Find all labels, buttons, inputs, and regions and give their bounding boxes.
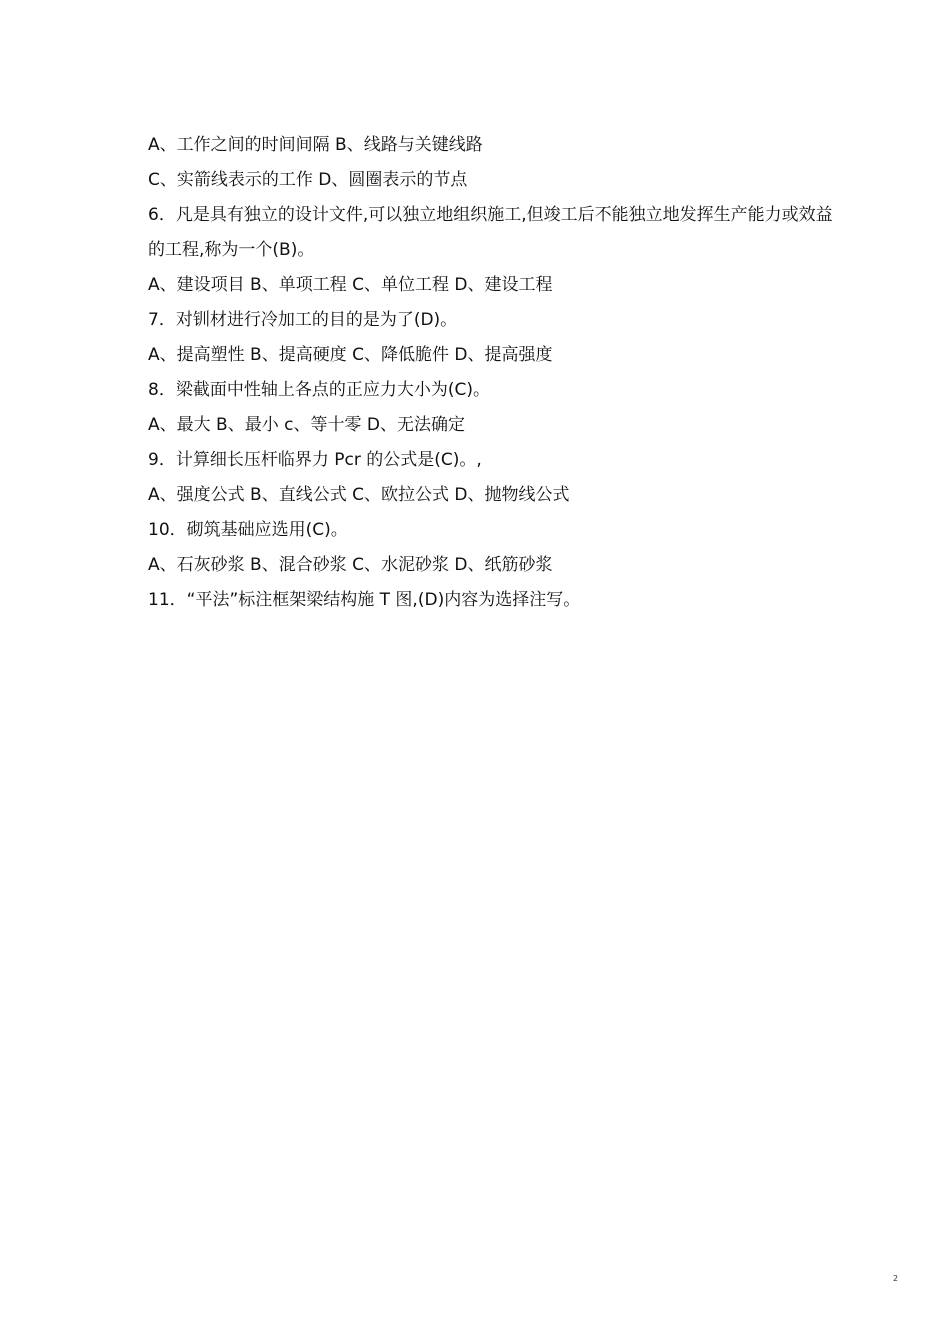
page-number: 2 xyxy=(893,1274,899,1283)
option-line: A、工作之间的时间间隔 B、线路与关键线路 xyxy=(148,135,483,155)
question-line: 9．计算细长压杆临界力 Pcr 的公式是(C)。, xyxy=(148,450,482,470)
option-line: A、最大 B、最小 c、等十零 D、无法确定 xyxy=(148,415,465,435)
option-line: A、提高塑性 B、提高硬度 C、降低脆件 D、提高强度 xyxy=(148,345,553,365)
question-line: 8．梁截面中性轴上各点的正应力大小为(C)。 xyxy=(148,380,490,400)
question-line-continuation: 的工程,称为一个(B)。 xyxy=(148,240,315,260)
question-line: 11．“平法”标注框架梁结构施 T 图,(D)内容为选择注写。 xyxy=(148,590,581,610)
question-line: 10．砌筑基础应选用(C)。 xyxy=(148,520,348,540)
question-line: 6．凡是具有独立的设计文件,可以独立地组织施工,但竣工后不能独立地发挥生产能力或效益 xyxy=(148,205,833,225)
document-body xyxy=(148,128,888,618)
option-line: A、建设项目 B、单项工程 C、单位工程 D、建设工程 xyxy=(148,275,553,295)
option-line: A、石灰砂浆 B、混合砂浆 C、水泥砂浆 D、纸筋砂浆 xyxy=(148,555,553,575)
option-line: C、实箭线表示的工作 D、圆圈表示的节点 xyxy=(148,170,468,190)
option-line: A、强度公式 B、直线公式 C、欧拉公式 D、抛物线公式 xyxy=(148,485,570,505)
question-line: 7．对钏材进行冷加工的目的是为了(D)。 xyxy=(148,310,458,330)
